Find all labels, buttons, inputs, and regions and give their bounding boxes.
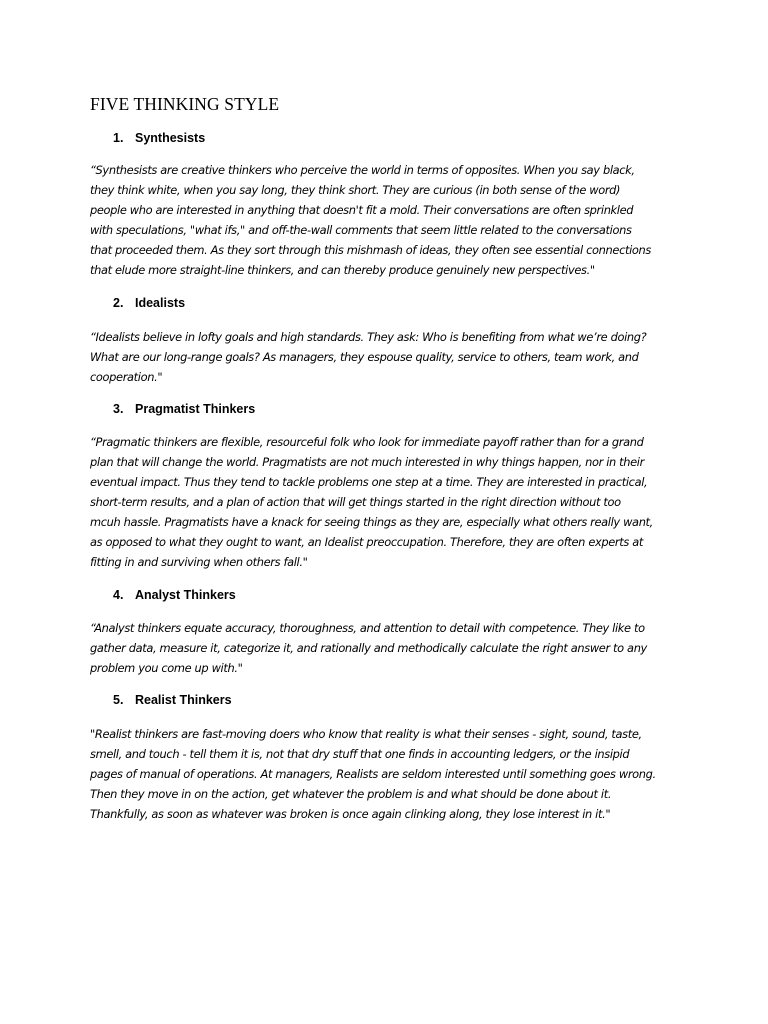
- section-heading-realist-thinkers: [113, 693, 232, 707]
- paragraph-line: mcuh hassle. Pragmatists have a knack for seeing things as they are, especially what others really want,: [90, 515, 653, 529]
- paragraph-line: eventual impact. Thus they tend to tackle problems one step at a time. They are interested in practical,: [90, 475, 648, 489]
- paragraph-line: fitting in and surviving when others fall.": [90, 555, 308, 569]
- paragraph-line: What are our long-range goals? As managers, they espouse quality, service to others, team work, and: [90, 350, 639, 364]
- paragraph-line: "Realist thinkers are fast-moving doers who know that reality is what their senses - sight, sound, taste,: [90, 727, 642, 741]
- paragraph-line: smell, and touch - tell them it is, not that dry stuff that one finds in accounting ledgers, or the insipid: [90, 747, 630, 761]
- section-heading-idealists: [113, 296, 185, 310]
- section-title: Analyst Thinkers: [135, 588, 236, 602]
- section-title: Pragmatist Thinkers: [135, 402, 256, 416]
- section-title: Idealists: [135, 296, 186, 310]
- document-title: FIVE THINKING STYLE: [90, 94, 280, 114]
- paragraph-line: Thankfully, as soon as whatever was broken is once again clinking along, they lose interest in it.": [90, 807, 611, 821]
- section-number: 1.: [113, 131, 124, 145]
- paragraph-line: “Pragmatic thinkers are flexible, resourceful folk who look for immediate payoff rather than for a grand: [90, 435, 644, 449]
- section-number: 3.: [113, 402, 124, 416]
- paragraph-line: cooperation.": [90, 370, 163, 384]
- section-paragraph-idealists: [90, 327, 680, 387]
- paragraph-line: that proceeded them. As they sort through this mishmash of ideas, they often see essential connections: [90, 243, 651, 257]
- section-heading-analyst-thinkers: [113, 588, 236, 602]
- section-number: 4.: [113, 588, 124, 602]
- section-paragraph-pragmatist-thinkers: [90, 432, 680, 572]
- section-heading-synthesists: [113, 131, 205, 145]
- paragraph-line: with speculations, "what ifs," and off-the-wall comments that seem little related to the conversations: [90, 223, 632, 237]
- paragraph-line: pages of manual of operations. At managers, Realists are seldom interested until something goes wrong.: [90, 767, 656, 781]
- paragraph-line: gather data, measure it, categorize it, and rationally and methodically calculate the right answer to any: [90, 641, 647, 655]
- section-paragraph-analyst-thinkers: [90, 618, 680, 678]
- paragraph-line: “Idealists believe in lofty goals and high standards. They ask: Who is benefiting from what we’re doing?: [90, 330, 647, 344]
- section-paragraph-synthesists: [90, 160, 680, 280]
- paragraph-line: as opposed to what they ought to want, an Idealist preoccupation. Therefore, they are often experts at: [90, 535, 643, 549]
- paragraph-line: people who are interested in anything that doesn't fit a mold. Their conversations are often sprinkled: [90, 203, 634, 217]
- section-number: 5.: [113, 693, 124, 707]
- paragraph-line: Then they move in on the action, get whatever the problem is and what should be done about it.: [90, 787, 612, 801]
- paragraph-line: problem you come up with.": [90, 661, 243, 675]
- paragraph-line: they think white, when you say long, they think short. They are curious (in both sense of the word): [90, 183, 621, 197]
- section-heading-pragmatist-thinkers: [113, 402, 255, 416]
- paragraph-line: short-term results, and a plan of action that will get things started in the right direction without too: [90, 495, 621, 509]
- paragraph-line: “Analyst thinkers equate accuracy, thoroughness, and attention to detail with competence. They like to: [90, 621, 645, 635]
- section-title: Realist Thinkers: [135, 693, 232, 707]
- section-title: Synthesists: [135, 131, 206, 145]
- paragraph-line: that elude more straight-line thinkers, and can thereby produce genuinely new perspectives.": [90, 263, 595, 277]
- section-number: 2.: [113, 296, 124, 310]
- paragraph-line: “Synthesists are creative thinkers who perceive the world in terms of opposites. When you say black,: [90, 163, 635, 177]
- section-paragraph-realist-thinkers: [90, 724, 680, 824]
- paragraph-line: plan that will change the world. Pragmatists are not much interested in why things happen, nor in their: [90, 455, 644, 469]
